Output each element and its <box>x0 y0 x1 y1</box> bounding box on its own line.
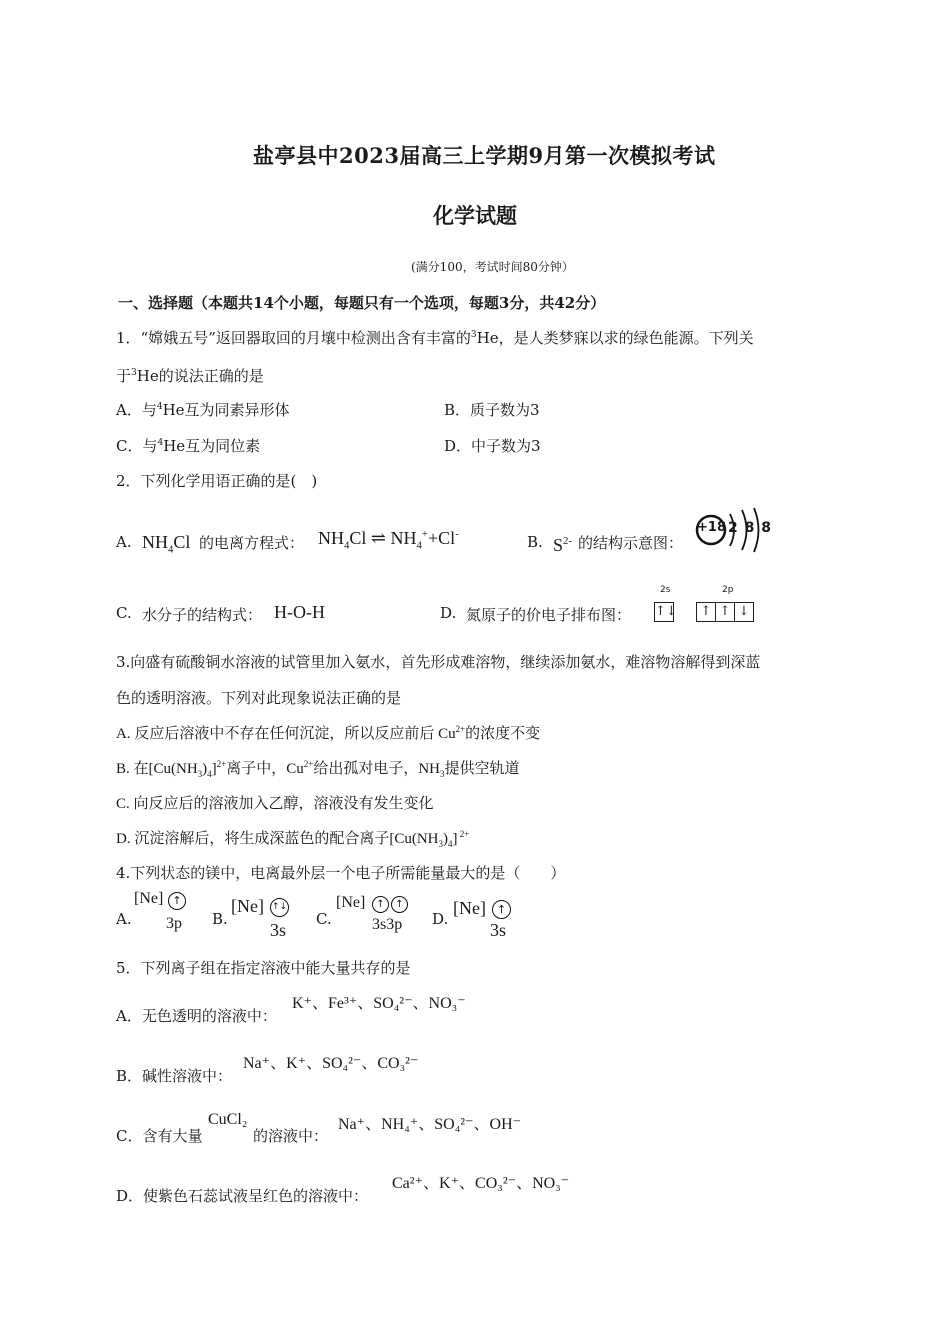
exam-note: (满分100，考试时间80分钟） <box>411 260 574 274</box>
q4-a-orbital: 3p <box>166 915 182 932</box>
q1-option-a: A．与$^4$He互为同素异形体 <box>116 401 290 419</box>
electron-up-icon: ↑ <box>696 602 716 622</box>
q5-c-ions: Na⁺、NH₄⁺、SO₄²⁻、OH⁻ <box>338 1116 522 1133</box>
q4-option-b-label: B. <box>212 910 228 928</box>
electron-pair-icon: ↑↓ <box>270 898 289 917</box>
q2-option-c-label: C. <box>116 604 132 622</box>
q5-d-ions: Ca²⁺、K⁺、CO₃²⁻、NO₃⁻ <box>392 1175 570 1192</box>
electron-down-icon: ↓ <box>734 602 754 622</box>
q1-option-d: D．中子数为3 <box>444 437 541 455</box>
q2-option-a-label: A. <box>116 533 132 551</box>
q3-option-d: D. 沉淀溶解后，将生成深蓝色的配合离子$[Cu(NH_3)_4]$ $^{2+}$ <box>116 829 470 849</box>
electron-shells: 2 8 8 <box>728 520 771 536</box>
q3-stem-line1: 3.向盛有硫酸铜水溶液的试管里加入氨水，首先形成难溶物，继续添加氨水，难溶物溶解得到深蓝 <box>116 653 761 671</box>
q2-option-d-label: D. <box>440 604 457 622</box>
q5-option-d: D．使紫色石蕊试液呈红色的溶液中： <box>116 1187 369 1205</box>
q1-option-b: B．质子数为3 <box>444 401 540 419</box>
q1-stem-line2: 于$^3$He的说法正确的是 <box>116 367 264 385</box>
q5-b-ions: Na⁺、K⁺、SO₄²⁻、CO₃²⁻ <box>243 1055 419 1072</box>
q2-b-ion: $S^{2-}$ <box>553 535 573 555</box>
orbital-2p-boxes <box>696 600 753 622</box>
q2-stem: 2．下列化学用语正确的是( ) <box>116 472 318 490</box>
q3-option-b: B. 在$[Cu(NH_3)_4]^{2+}$离子中，$Cu^{2+}$给出孤对电子，$NH_3$提供空轨道 <box>116 759 520 779</box>
q2-a-equation: $NH_4Cl$ ⇌ $NH_4^++Cl^-$ <box>318 528 459 552</box>
q5-option-c-pre: C．含有大量 <box>116 1127 203 1145</box>
electron-up-icon: ↑ <box>715 602 735 622</box>
orbital-label-2p: 2p <box>722 585 734 595</box>
q4-b-orbital: 3s <box>270 920 287 940</box>
q4-option-d-label: D. <box>432 910 449 928</box>
orbital-label-2s: 2s <box>660 585 671 595</box>
q2-c-formula: H-O-H <box>274 602 325 622</box>
q4-b-ne: [Ne] <box>231 896 264 916</box>
electron-up-icon: ↑ <box>372 896 389 913</box>
electron-up-icon: ↑ <box>492 900 511 919</box>
q4-c-ne: [Ne] <box>336 894 366 911</box>
q3-stem-line2: 色的透明溶液。下列对此现象说法正确的是 <box>116 689 402 707</box>
q2-a-text: 的电离方程式： <box>199 534 305 552</box>
q2-d-text: 氮原子的价电子排布图： <box>466 606 632 624</box>
q5-c-salt: CuCl₂ <box>208 1111 248 1128</box>
subject-title: 化学试题 <box>433 203 517 228</box>
q2-b-text: 的结构示意图： <box>578 534 684 552</box>
q4-option-a-label: A. <box>116 910 132 928</box>
page-title: 盐亭县中2023届高三上学期9月第一次模拟考试 <box>253 143 716 168</box>
q4-stem: 4.下列状态的镁中，电离最外层一个电子所需能量最大的是（ ） <box>116 864 566 882</box>
q5-option-a: A．无色透明的溶液中： <box>116 1007 277 1025</box>
q3-option-c: C. 向反应后的溶液加入乙醇，溶液没有发生变化 <box>116 796 434 812</box>
electron-up-icon: ↑ <box>168 892 186 910</box>
q2-c-text: 水分子的结构式： <box>142 606 263 624</box>
electron-pair-icon: ↑↓ <box>654 602 674 622</box>
q5-a-ions: K⁺、Fe³⁺、SO₄²⁻、NO₃⁻ <box>292 995 466 1012</box>
q2-option-b-label: B. <box>527 533 543 551</box>
orbital-2s-box <box>654 600 677 622</box>
q5-stem: 5．下列离子组在指定溶液中能大量共存的是 <box>116 959 411 977</box>
q4-option-c-label: C. <box>316 910 332 928</box>
q4-a-ne: [Ne] <box>134 890 164 907</box>
q4-d-ne: [Ne] <box>453 898 486 918</box>
q4-d-orbital: 3s <box>490 920 507 940</box>
q1-option-c: C．与$^4$He互为同位素 <box>116 437 261 455</box>
section-heading: 一、选择题（本题共14个小题，每题只有一个选项，每题3分，共42分） <box>118 294 606 312</box>
electron-up-icon: ↑ <box>391 896 408 913</box>
reversible-arrow-icon: ⇌ <box>370 528 387 548</box>
q5-option-c-post: 的溶液中： <box>253 1127 329 1145</box>
q4-c-orbital: 3s3p <box>372 916 403 933</box>
q5-option-b: B．碱性溶液中： <box>116 1067 233 1085</box>
q3-option-a: A. 反应后溶液中不存在任何沉淀，所以反应前后 $Cu^{2+}$的浓度不变 <box>116 724 541 742</box>
nucleus-charge: +18 <box>697 520 726 535</box>
q1-stem-line1: 1．“嫦娥五号”返回器取回的月壤中检测出含有丰富的$^3$He，是人类梦寐以求的绿色能源。下列关 <box>116 329 754 347</box>
q2-a-formula: $NH_4Cl$ <box>142 532 191 556</box>
atom-structure-diagram <box>692 506 771 558</box>
